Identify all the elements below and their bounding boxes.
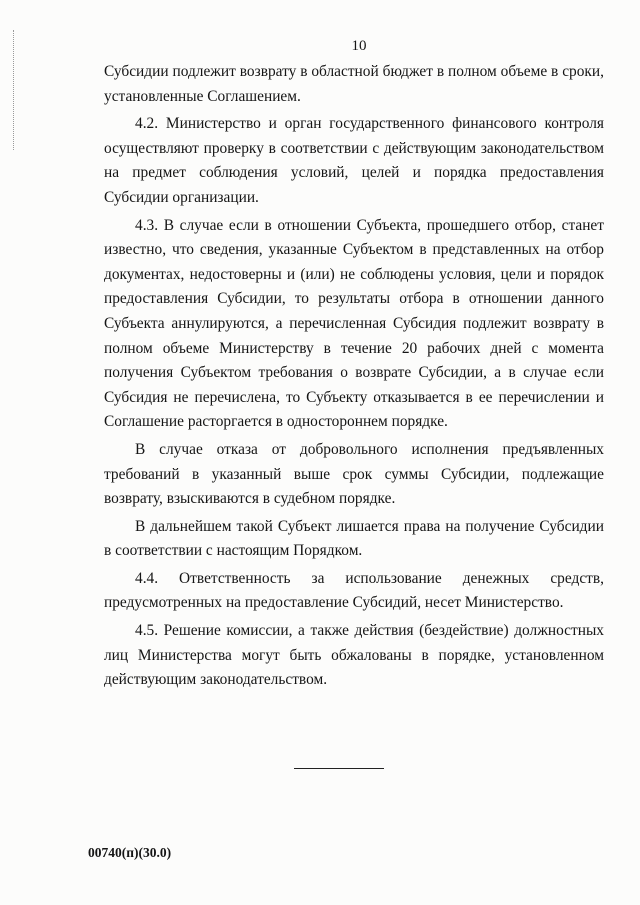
paragraph-4-4: 4.4. Ответственность за использование денежных средств, предусмотренных на предоставление Субсидий, несет Министерство. bbox=[104, 569, 604, 612]
paragraph-4-2: 4.2. Министерство и орган государственного финансового контроля осуществляют проверку в соответствии с действующим законодательством на предмет соблюдения условий, целей и порядка предоставления Субсидии организации. bbox=[104, 115, 604, 206]
end-separator-line bbox=[294, 768, 384, 769]
paragraph-4-5: 4.5. Решение комиссии, а также действия (бездействие) должностных лиц Министерства могут быть обжалованы в порядке, установленном действующим законодательством. bbox=[104, 622, 604, 689]
paragraph-refusal: В случае отказа от добровольного исполнения предъявленных требований в указанный выше срок суммы Субсидии, подлежащие возврату, взыскиваются в судебном порядке. bbox=[104, 440, 604, 508]
paragraph-4-3: 4.3. В случае если в отношении Субъекта, прошедшего отбор, станет известно, что сведения, указанные Субъектом в представленных на отбор документах, недостоверны и (или) не соблюдены условия, цели и порядок предоставления Субсидии, то результаты отбора в отношении данного Субъекта аннулируются, а перечисленная Субсидия подлежит возврату в полном объеме Министерству в течение 20 рабочих дней с момента получения Субъектом требования о возврате Субсидии, а в случае если Субсидия не перечислена, то Субъекту отказывается в ее перечислении и Соглашение расторгается в одностороннем порядке. bbox=[104, 216, 604, 431]
paragraph-deprivation: В дальнейшем такой Субъект лишается права на получение Субсидии в соответствии с настоящим Порядком. bbox=[104, 517, 604, 560]
document-body bbox=[104, 60, 604, 696]
paragraph-subsidy-return: Субсидии подлежит возврату в областной бюджет в полном объеме в сроки, установленные Соглашением. bbox=[104, 63, 604, 105]
footer-document-code: 00740(п)(30.0) bbox=[88, 845, 172, 860]
page-number: 10 bbox=[351, 38, 367, 54]
